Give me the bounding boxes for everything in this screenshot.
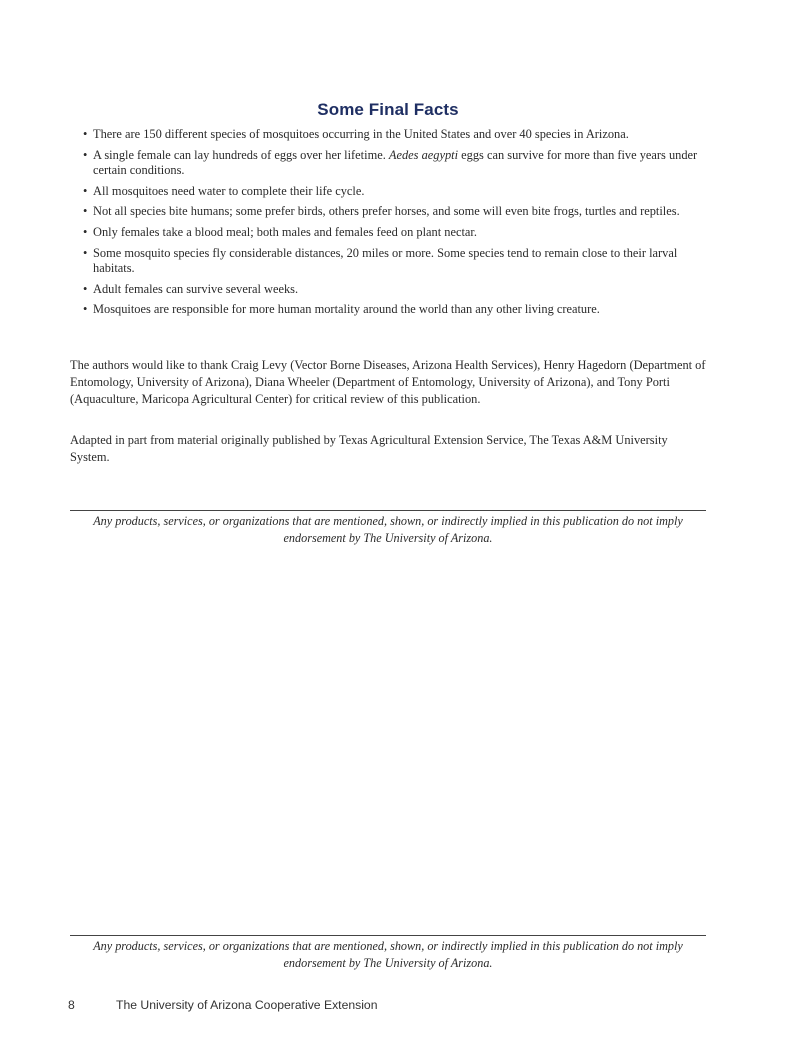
bullet-glyph: • [83,245,88,260]
bullet-glyph: • [83,225,88,240]
acknowledgement-paragraph: The authors would like to thank Craig Levy (Vector Borne Diseases, Arizona Health Services), Henry Hagedorn (Department of Entomology, University of Arizona), Diana Wheeler (Department of Entomology, University of Arizona), and Tony Porti (Aquaculture, Maricopa Agricultural Center) for critical review of this publication. [70,358,706,407]
fact-text: Not all species bite humans; some prefer birds, others prefer horses, and some will even bite frogs, turtles and reptiles. [93,204,680,219]
list-item [83,246,713,277]
species-name: Aedes aegypti [388,147,459,162]
fact-text: There are 150 different species of mosquitoes occurring in the United States and over 40 species in Arizona. [93,127,629,141]
fact-text: A single female can lay hundreds of eggs over her lifetime. [93,147,389,162]
list-item [83,225,713,240]
disclaimer-text: Any products, services, or organizations that are mentioned, shown, or indirectly implied in this publication do not imply endorsement by The University of Arizona. [93,939,683,970]
page-number: 8 [68,998,75,1012]
publisher-name: The University of Arizona Cooperative Extension [116,998,378,1012]
facts-list [83,127,713,323]
page-title: Some Final Facts [317,100,459,119]
list-item [83,282,713,297]
adapted-note: Adapted in part from material originally published by Texas Agricultural Extension Service, The Texas A&M University System. [70,433,668,465]
bullet-glyph: • [83,183,88,198]
bullet-glyph: • [83,204,88,219]
list-item [83,148,713,179]
fact-text: eggs can survive for more than five years under certain conditions. [93,147,698,177]
list-item [83,302,713,317]
disclaimer-text: Any products, services, or organizations that are mentioned, shown, or indirectly implied in this publication do not imply endorsement by The University of Arizona. [93,514,683,545]
bullet-glyph: • [83,127,88,141]
bullet-glyph: • [83,147,88,162]
list-item [83,127,713,142]
bullet-glyph: • [83,281,88,296]
fact-text: Adult females can survive several weeks. [93,281,299,296]
page-footer [68,998,377,1012]
fact-text: Only females take a blood meal; both males and females feed on plant nectar. [93,225,477,240]
list-item [83,184,713,199]
bullet-glyph: • [83,302,88,317]
fact-text: All mosquitoes need water to complete their life cycle. [93,183,365,198]
fact-text: Some mosquito species fly considerable distances, 20 miles or more. Some species tend to remain close to their larval habitats. [93,245,678,276]
divider [70,510,706,511]
divider [70,935,706,936]
fact-text: Mosquitoes are responsible for more human mortality around the world than any other living creature. [93,302,600,317]
list-item [83,204,713,219]
